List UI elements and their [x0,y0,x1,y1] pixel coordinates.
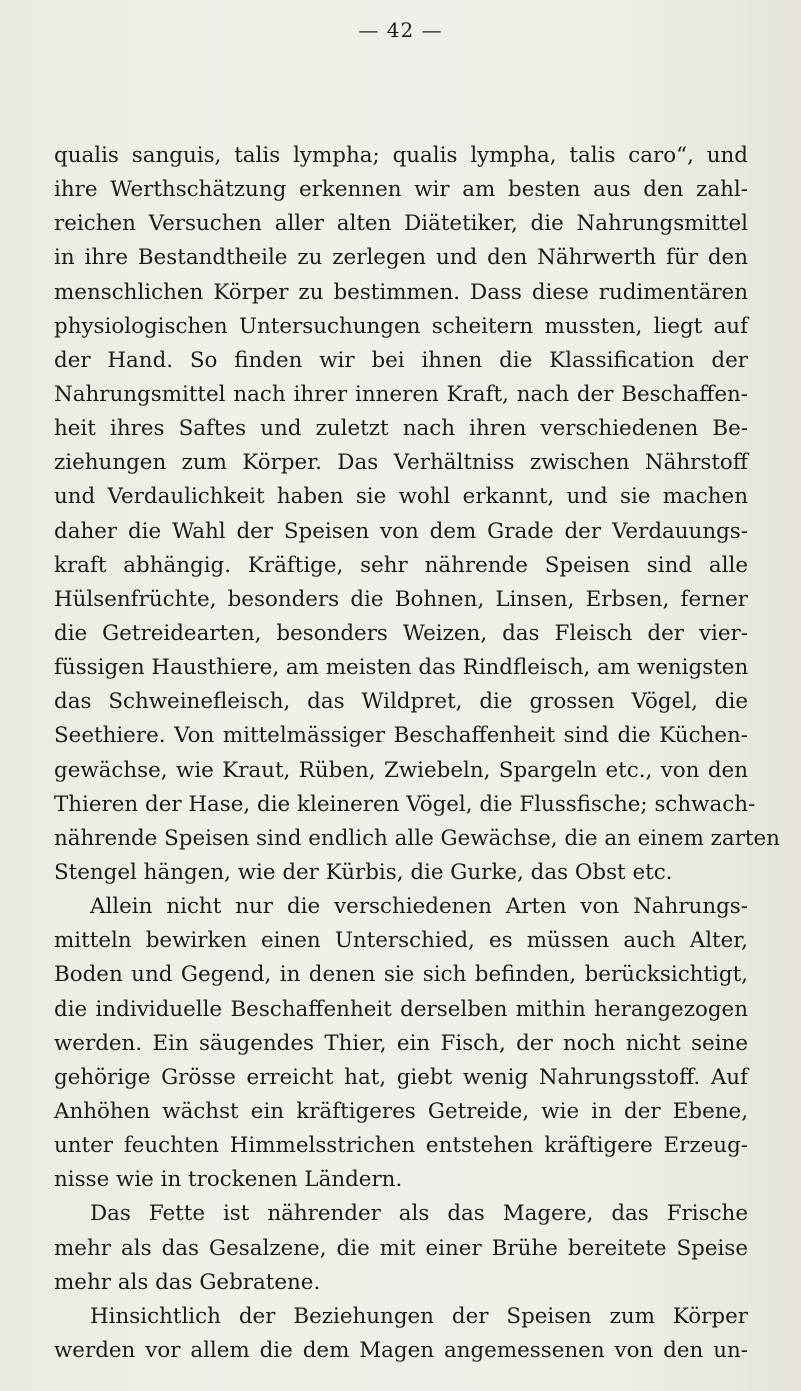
text-line: gehörige Grösse erreicht hat, giebt wenig Nahrungsstoff. Auf [54,1064,748,1090]
text-line: füssigen Hausthiere, am meisten das Rindfleisch, am wenigsten [54,655,749,681]
text-line: Thieren der Hase, die kleineren Vögel, die Flussfische; schwach- [54,791,756,817]
text-line: der Hand. So finden wir bei ihnen die Klassification der [54,347,748,373]
text-line: die Getreidearten, besonders Weizen, das Fleisch der vier- [54,620,748,646]
text-line: heit ihres Saftes und zuletzt nach ihren verschiedenen Be- [54,416,748,442]
text-line: mitteln bewirken einen Unterschied, es müssen auch Alter, [54,928,748,954]
text-line: ihre Werthschätzung erkennen wir am besten aus den zahl- [54,177,748,203]
text-line: daher die Wahl der Speisen von dem Grade der Verdauungs- [54,518,748,544]
text-line: nährende Speisen sind endlich alle Gewächse, die an einem zarten [54,825,780,851]
body-text [54,139,780,1368]
text-line: Stengel hängen, wie der Kürbis, die Gurke, das Obst etc. [54,859,673,885]
text-line: Hülsenfrüchte, besonders die Bohnen, Linsen, Erbsen, ferner [54,586,748,612]
text-line: Allein nicht nur die verschiedenen Arten von Nahrungs- [90,894,748,920]
text-line: das Schweinefleisch, das Wildpret, die grossen Vögel, die [54,689,748,715]
text-line: mehr als das Gesalzene, die mit einer Brühe bereitete Speise [54,1235,748,1261]
text-line: gewächse, wie Kraut, Rüben, Zwiebeln, Spargeln etc., von den [54,757,748,783]
text-line: werden vor allem die dem Magen angemessenen von den un- [54,1337,748,1363]
text-line: Anhöhen wächst ein kräftigeres Getreide, wie in der Ebene, [54,1098,748,1124]
text-line: Boden und Gegend, in denen sie sich befinden, berücksichtigt, [54,962,748,988]
text-line: mehr als das Gebratene. [54,1269,321,1295]
text-line: und Verdaulichkeit haben sie wohl erkannt, und sie machen [54,484,748,510]
text-line: unter feuchten Himmelsstrichen entstehen kräftigere Erzeug- [54,1133,748,1159]
page-number: — 42 — [358,18,443,42]
text-line: physiologischen Untersuchungen scheitern mussten, liegt auf [54,313,748,339]
text-line: qualis sanguis, talis lympha; qualis lympha, talis caro“, und [54,143,748,168]
text-line: Das Fette ist nährender als das Magere, das Frische [90,1201,748,1227]
text-line: Nahrungsmittel nach ihrer inneren Kraft, nach der Beschaffen- [54,381,748,407]
text-line: die individuelle Beschaffenheit derselben mithin herangezogen [54,996,748,1022]
text-line: Hinsichtlich der Beziehungen der Speisen zum Körper [90,1303,748,1329]
text-line: menschlichen Körper zu bestimmen. Dass diese rudimentären [54,279,748,305]
text-line: ziehungen zum Körper. Das Verhältniss zwischen Nährstoff [54,450,748,476]
text-line: kraft abhängig. Kräftige, sehr nährende Speisen sind alle [54,552,748,578]
text-line: reichen Versuchen aller alten Diätetiker, die Nahrungsmittel [54,211,748,237]
text-line: werden. Ein säugendes Thier, ein Fisch, der noch nicht seine [54,1030,748,1056]
text-line: in ihre Bestandtheile zu zerlegen und den Nährwerth für den [54,245,748,271]
text-line: nisse wie in trockenen Ländern. [54,1167,403,1193]
text-line: Seethiere. Von mittelmässiger Beschaffenheit sind die Küchen- [54,723,748,749]
